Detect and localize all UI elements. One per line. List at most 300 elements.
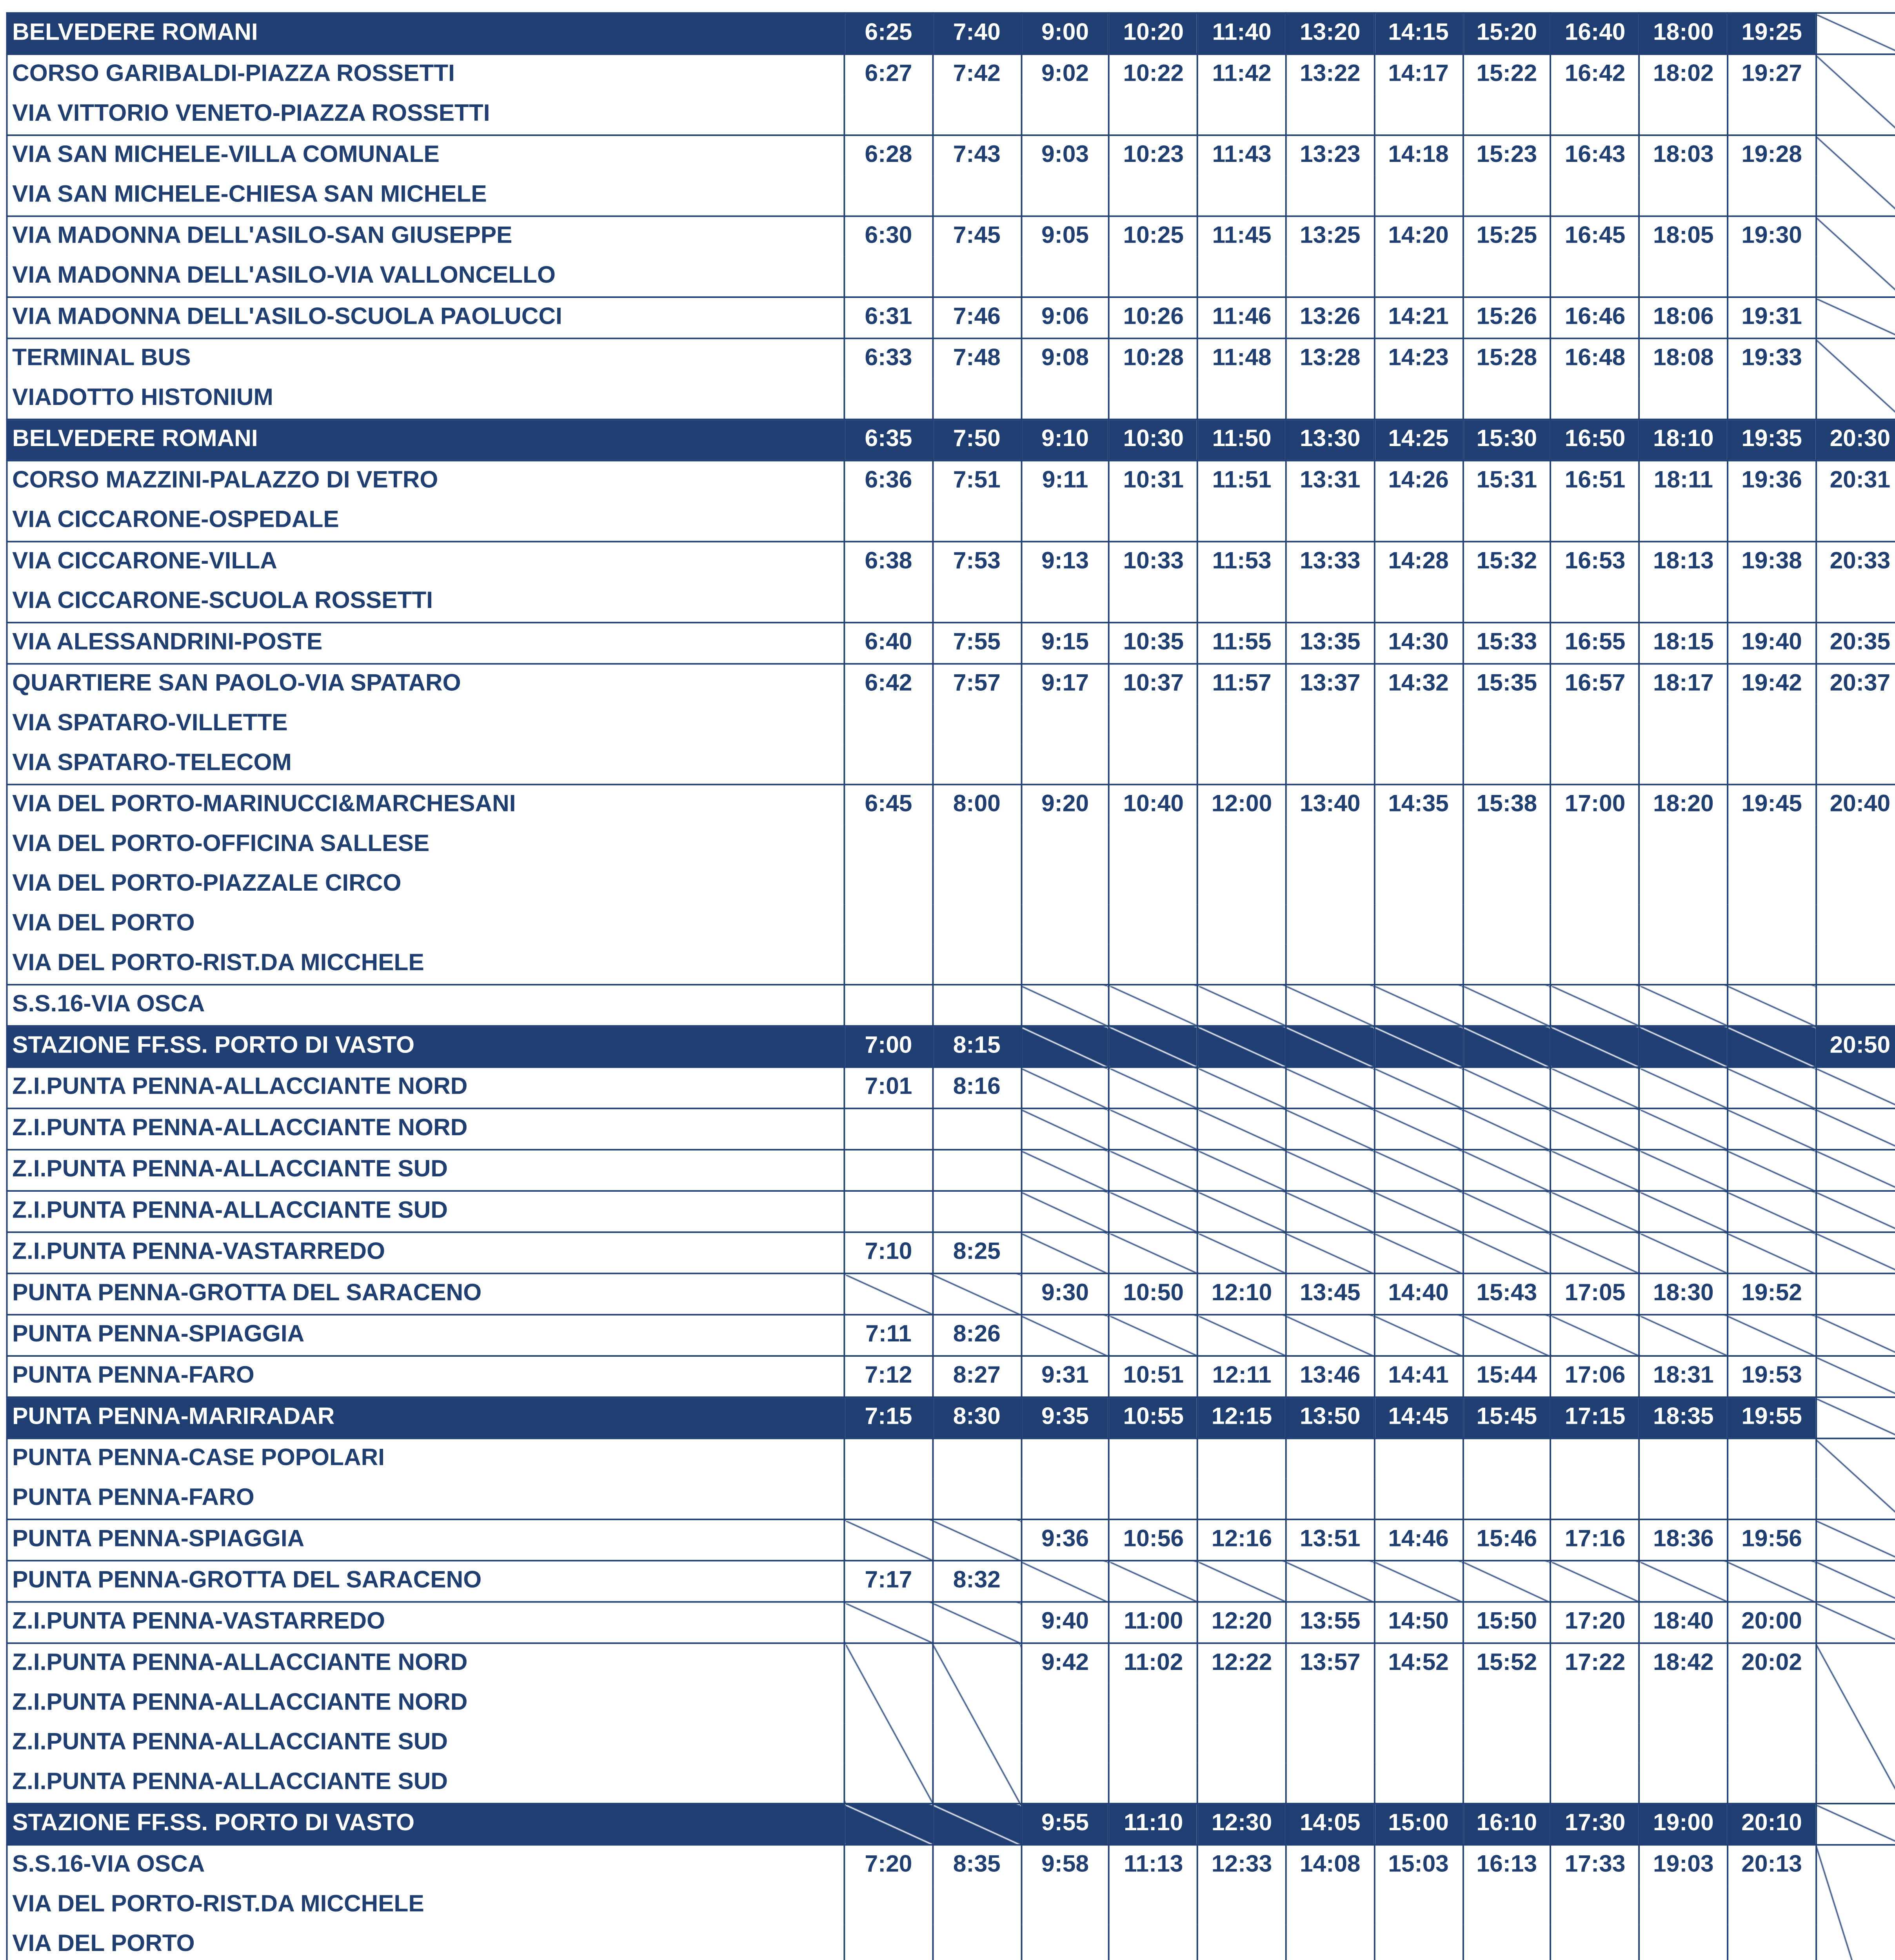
departure-time: 6:27: [844, 54, 932, 135]
departure-time: 14:08: [1286, 1845, 1374, 1960]
departure-time: 12:22: [1197, 1643, 1286, 1804]
departure-time: 17:33: [1551, 1845, 1639, 1960]
departure-time: 9:15: [1021, 622, 1109, 664]
timetable-row: [7, 1602, 1895, 1643]
departure-time: 14:35: [1374, 784, 1463, 985]
timetable-row: [7, 1845, 1895, 1885]
departure-time: 13:25: [1286, 216, 1374, 297]
departure-time: 7:40: [933, 13, 1021, 54]
departure-time: 6:36: [844, 461, 932, 542]
departure-time: 9:06: [1021, 297, 1109, 338]
not-served-slash: [1197, 1561, 1286, 1602]
departure-time: 14:52: [1374, 1643, 1463, 1804]
departure-time: 8:26: [933, 1315, 1021, 1356]
stop-name: VIA CICCARONE-SCUOLA ROSSETTI: [7, 582, 845, 622]
departure-time: 15:38: [1463, 784, 1551, 985]
departure-time: [844, 1150, 932, 1191]
not-served-slash: [1639, 1232, 1728, 1273]
stop-name: STAZIONE FF.SS. PORTO DI VASTO: [7, 1804, 845, 1845]
not-served-slash: [1374, 1067, 1463, 1108]
stop-name: VIA SAN MICHELE-CHIESA SAN MICHELE: [7, 176, 845, 216]
departure-time: 13:33: [1286, 542, 1374, 623]
departure-time: [1816, 1274, 1895, 1315]
timetable-row: [7, 1519, 1895, 1561]
departure-time: 20:37: [1816, 664, 1895, 784]
departure-time: 6:35: [844, 419, 932, 461]
departure-time: 18:11: [1639, 461, 1728, 542]
departure-time: 9:03: [1021, 135, 1109, 216]
departure-time: 11:45: [1197, 216, 1286, 297]
not-served-slash: [1109, 1315, 1197, 1356]
departure-time: 14:45: [1374, 1397, 1463, 1438]
departure-time: 19:52: [1728, 1274, 1816, 1315]
departure-time: 20:40: [1816, 784, 1895, 985]
not-served-slash: [1286, 1232, 1374, 1273]
departure-time: 10:37: [1109, 664, 1197, 784]
departure-time: 18:02: [1639, 54, 1728, 135]
departure-time: 6:30: [844, 216, 932, 297]
departure-time: 14:46: [1374, 1519, 1463, 1561]
timetable-header-row: [7, 419, 1895, 461]
not-served-slash: [1639, 1026, 1728, 1067]
not-served-slash: [1197, 1232, 1286, 1273]
departure-time: 11:55: [1197, 622, 1286, 664]
departure-time: 13:50: [1286, 1397, 1374, 1438]
timetable-row: [7, 664, 1895, 704]
departure-time: 10:50: [1109, 1274, 1197, 1315]
departure-time: 15:23: [1463, 135, 1551, 216]
departure-time: 19:03: [1639, 1845, 1728, 1960]
departure-time: 15:20: [1463, 13, 1551, 54]
departure-time: 8:32: [933, 1561, 1021, 1602]
not-served-slash: [844, 1519, 932, 1561]
departure-time: [844, 1191, 932, 1232]
departure-time: 15:03: [1374, 1845, 1463, 1960]
departure-time: 11:46: [1197, 297, 1286, 338]
departure-time: 9:13: [1021, 542, 1109, 623]
not-served-slash: [1639, 1561, 1728, 1602]
departure-time: 11:48: [1197, 338, 1286, 419]
departure-time: 8:35: [933, 1845, 1021, 1960]
not-served-slash: [1639, 1150, 1728, 1191]
departure-time: 20:10: [1728, 1804, 1816, 1845]
departure-time: 15:30: [1463, 419, 1551, 461]
departure-time: 12:20: [1197, 1602, 1286, 1643]
not-served-slash: [1816, 1804, 1895, 1845]
departure-time: 19:25: [1728, 13, 1816, 54]
departure-time: 17:05: [1551, 1274, 1639, 1315]
not-served-slash: [1374, 1191, 1463, 1232]
stop-name: VIA MADONNA DELL'ASILO-VIA VALLONCELLO: [7, 257, 845, 297]
departure-time: 10:30: [1109, 419, 1197, 461]
timetable-header-row: [7, 1026, 1895, 1067]
not-served-slash: [1109, 985, 1197, 1026]
departure-time: 16:50: [1551, 419, 1639, 461]
stop-name: PUNTA PENNA-CASE POPOLARI: [7, 1438, 845, 1479]
departure-time: 18:20: [1639, 784, 1728, 985]
timetable-row: [7, 1067, 1895, 1108]
not-served-slash: [1374, 1232, 1463, 1273]
departure-time: 10:23: [1109, 135, 1197, 216]
stop-name: CORSO GARIBALDI-PIAZZA ROSSETTI: [7, 54, 845, 94]
departure-time: 15:26: [1463, 297, 1551, 338]
departure-time: [844, 1438, 932, 1519]
not-served-slash: [1816, 1356, 1895, 1397]
departure-time: 11:40: [1197, 13, 1286, 54]
not-served-slash: [1728, 1315, 1816, 1356]
departure-time: [1286, 1438, 1374, 1519]
not-served-slash: [1286, 1191, 1374, 1232]
departure-time: 12:15: [1197, 1397, 1286, 1438]
timetable-row: [7, 1191, 1895, 1232]
departure-time: 9:02: [1021, 54, 1109, 135]
departure-time: 11:00: [1109, 1602, 1197, 1643]
not-served-slash: [1551, 1067, 1639, 1108]
not-served-slash: [1374, 1315, 1463, 1356]
not-served-slash: [844, 1274, 932, 1315]
departure-time: 7:50: [933, 419, 1021, 461]
departure-time: 8:15: [933, 1026, 1021, 1067]
departure-time: 14:25: [1374, 419, 1463, 461]
departure-time: 20:50: [1816, 1026, 1895, 1067]
not-served-slash: [1728, 1109, 1816, 1150]
not-served-slash: [1286, 1109, 1374, 1150]
departure-time: [1551, 1438, 1639, 1519]
timetable-row: [7, 1232, 1895, 1273]
not-served-slash: [1197, 1109, 1286, 1150]
timetable-row: [7, 1274, 1895, 1315]
departure-time: 7:51: [933, 461, 1021, 542]
departure-time: 18:08: [1639, 338, 1728, 419]
departure-time: 13:30: [1286, 419, 1374, 461]
departure-time: 7:42: [933, 54, 1021, 135]
departure-time: 18:35: [1639, 1397, 1728, 1438]
not-served-slash: [1816, 1232, 1895, 1273]
not-served-slash: [1551, 1191, 1639, 1232]
not-served-slash: [1197, 1191, 1286, 1232]
not-served-slash: [1816, 1109, 1895, 1150]
departure-time: 19:56: [1728, 1519, 1816, 1561]
departure-time: 20:13: [1728, 1845, 1816, 1960]
departure-time: 6:25: [844, 13, 932, 54]
stop-name: VIADOTTO HISTONIUM: [7, 379, 845, 419]
not-served-slash: [1816, 1067, 1895, 1108]
not-served-slash: [1286, 1315, 1374, 1356]
departure-time: 19:35: [1728, 419, 1816, 461]
stop-name: Z.I.PUNTA PENNA-ALLACCIANTE NORD: [7, 1109, 845, 1150]
departure-time: 16:42: [1551, 54, 1639, 135]
departure-time: [1374, 1438, 1463, 1519]
departure-time: 17:16: [1551, 1519, 1639, 1561]
not-served-slash: [1816, 1438, 1895, 1519]
departure-time: 20:02: [1728, 1643, 1816, 1804]
not-served-slash: [1551, 1315, 1639, 1356]
departure-time: 9:08: [1021, 338, 1109, 419]
stop-name: VIA SPATARO-TELECOM: [7, 744, 845, 784]
not-served-slash: [1374, 985, 1463, 1026]
stop-name: VIA MADONNA DELL'ASILO-SAN GIUSEPPE: [7, 216, 845, 256]
departure-time: 11:57: [1197, 664, 1286, 784]
departure-time: 13:51: [1286, 1519, 1374, 1561]
not-served-slash: [1816, 216, 1895, 297]
departure-time: 16:45: [1551, 216, 1639, 297]
departure-time: 14:26: [1374, 461, 1463, 542]
departure-time: 15:44: [1463, 1356, 1551, 1397]
departure-time: 13:26: [1286, 297, 1374, 338]
timetable-row: [7, 1150, 1895, 1191]
departure-time: [1109, 1438, 1197, 1519]
departure-time: 16:40: [1551, 13, 1639, 54]
not-served-slash: [1816, 1643, 1895, 1804]
departure-time: 18:36: [1639, 1519, 1728, 1561]
departure-time: 14:20: [1374, 216, 1463, 297]
stop-name: VIA DEL PORTO-RIST.DA MICCHELE: [7, 1886, 845, 1925]
departure-time: 19:27: [1728, 54, 1816, 135]
timetable-row: [7, 622, 1895, 664]
departure-time: [844, 1109, 932, 1150]
not-served-slash: [1374, 1109, 1463, 1150]
departure-time: 6:42: [844, 664, 932, 784]
not-served-slash: [1197, 985, 1286, 1026]
not-served-slash: [1463, 1315, 1551, 1356]
stop-name: PUNTA PENNA-GROTTA DEL SARACENO: [7, 1561, 845, 1602]
departure-time: 14:32: [1374, 664, 1463, 784]
stop-name: PUNTA PENNA-FARO: [7, 1356, 845, 1397]
stop-name: VIA MADONNA DELL'ASILO-SCUOLA PAOLUCCI: [7, 297, 845, 338]
departure-time: 8:16: [933, 1067, 1021, 1108]
departure-time: 10:26: [1109, 297, 1197, 338]
timetable-row: [7, 1315, 1895, 1356]
not-served-slash: [1463, 1191, 1551, 1232]
stop-name: PUNTA PENNA-GROTTA DEL SARACENO: [7, 1274, 845, 1315]
not-served-slash: [1551, 1109, 1639, 1150]
departure-time: 10:35: [1109, 622, 1197, 664]
not-served-slash: [1816, 54, 1895, 135]
not-served-slash: [1021, 1109, 1109, 1150]
not-served-slash: [1551, 1026, 1639, 1067]
not-served-slash: [1728, 1026, 1816, 1067]
departure-time: 17:06: [1551, 1356, 1639, 1397]
departure-time: 11:02: [1109, 1643, 1197, 1804]
timetable-row: [7, 784, 1895, 825]
stop-name: Z.I.PUNTA PENNA-ALLACCIANTE SUD: [7, 1763, 845, 1804]
timetable-row: [7, 54, 1895, 94]
stop-name: VIA CICCARONE-VILLA: [7, 542, 845, 582]
stop-name: VIA DEL PORTO: [7, 1925, 845, 1960]
departure-time: 19:55: [1728, 1397, 1816, 1438]
departure-time: 10:40: [1109, 784, 1197, 985]
departure-time: 18:17: [1639, 664, 1728, 784]
departure-time: 10:28: [1109, 338, 1197, 419]
departure-time: 6:45: [844, 784, 932, 985]
not-served-slash: [933, 1602, 1021, 1643]
departure-time: 17:15: [1551, 1397, 1639, 1438]
not-served-slash: [1551, 985, 1639, 1026]
departure-time: [933, 1191, 1021, 1232]
departure-time: 13:46: [1286, 1356, 1374, 1397]
not-served-slash: [1463, 985, 1551, 1026]
departure-time: 6:33: [844, 338, 932, 419]
departure-time: 15:00: [1374, 1804, 1463, 1845]
not-served-slash: [1816, 1150, 1895, 1191]
not-served-slash: [1816, 135, 1895, 216]
not-served-slash: [1109, 1191, 1197, 1232]
stop-name: Z.I.PUNTA PENNA-VASTARREDO: [7, 1602, 845, 1643]
stop-name: VIA DEL PORTO-MARINUCCI&MARCHESANI: [7, 784, 845, 825]
not-served-slash: [1551, 1150, 1639, 1191]
departure-time: 12:00: [1197, 784, 1286, 985]
departure-time: 10:25: [1109, 216, 1197, 297]
departure-time: 11:43: [1197, 135, 1286, 216]
not-served-slash: [933, 1519, 1021, 1561]
departure-time: 17:30: [1551, 1804, 1639, 1845]
departure-time: 11:10: [1109, 1804, 1197, 1845]
stop-name: Z.I.PUNTA PENNA-ALLACCIANTE NORD: [7, 1067, 845, 1108]
departure-time: 20:35: [1816, 622, 1895, 664]
not-served-slash: [1197, 1026, 1286, 1067]
departure-time: 6:40: [844, 622, 932, 664]
departure-time: 9:17: [1021, 664, 1109, 784]
departure-time: 10:22: [1109, 54, 1197, 135]
stop-name: Z.I.PUNTA PENNA-ALLACCIANTE SUD: [7, 1191, 845, 1232]
not-served-slash: [1728, 1191, 1816, 1232]
departure-time: 10:56: [1109, 1519, 1197, 1561]
stop-name: VIA SPATARO-VILLETTE: [7, 704, 845, 744]
not-served-slash: [1816, 1315, 1895, 1356]
departure-time: 19:40: [1728, 622, 1816, 664]
not-served-slash: [1197, 1150, 1286, 1191]
departure-time: [1639, 1438, 1728, 1519]
not-served-slash: [1021, 1315, 1109, 1356]
departure-time: 9:55: [1021, 1804, 1109, 1845]
departure-time: 9:10: [1021, 419, 1109, 461]
departure-time: 6:28: [844, 135, 932, 216]
departure-time: 7:12: [844, 1356, 932, 1397]
stop-name: Z.I.PUNTA PENNA-ALLACCIANTE NORD: [7, 1684, 845, 1723]
departure-time: 17:00: [1551, 784, 1639, 985]
departure-time: 14:18: [1374, 135, 1463, 216]
not-served-slash: [1816, 338, 1895, 419]
departure-time: 9:31: [1021, 1356, 1109, 1397]
not-served-slash: [1109, 1561, 1197, 1602]
departure-time: 16:13: [1463, 1845, 1551, 1960]
departure-time: 15:50: [1463, 1602, 1551, 1643]
stop-name: Z.I.PUNTA PENNA-ALLACCIANTE SUD: [7, 1150, 845, 1191]
not-served-slash: [933, 1804, 1021, 1845]
stop-name: PUNTA PENNA-SPIAGGIA: [7, 1519, 845, 1561]
not-served-slash: [1816, 1519, 1895, 1561]
timetable-row: [7, 461, 1895, 501]
departure-time: [1197, 1438, 1286, 1519]
departure-time: 18:40: [1639, 1602, 1728, 1643]
stop-name: Z.I.PUNTA PENNA-ALLACCIANTE SUD: [7, 1723, 845, 1763]
stop-name: VIA CICCARONE-OSPEDALE: [7, 501, 845, 541]
not-served-slash: [1463, 1026, 1551, 1067]
departure-time: 19:33: [1728, 338, 1816, 419]
departure-time: 18:30: [1639, 1274, 1728, 1315]
not-served-slash: [1639, 1109, 1728, 1150]
departure-time: 16:55: [1551, 622, 1639, 664]
not-served-slash: [1728, 1150, 1816, 1191]
departure-time: 8:27: [933, 1356, 1021, 1397]
departure-time: 17:20: [1551, 1602, 1639, 1643]
not-served-slash: [1197, 1315, 1286, 1356]
departure-time: 7:11: [844, 1315, 932, 1356]
departure-time: 20:33: [1816, 542, 1895, 623]
not-served-slash: [1109, 1026, 1197, 1067]
not-served-slash: [1021, 1150, 1109, 1191]
departure-time: 15:32: [1463, 542, 1551, 623]
not-served-slash: [1109, 1232, 1197, 1273]
departure-time: 19:45: [1728, 784, 1816, 985]
departure-time: 15:52: [1463, 1643, 1551, 1804]
departure-time: 7:46: [933, 297, 1021, 338]
not-served-slash: [1374, 1026, 1463, 1067]
not-served-slash: [1639, 1191, 1728, 1232]
not-served-slash: [1021, 1191, 1109, 1232]
not-served-slash: [844, 1643, 932, 1804]
departure-time: 8:30: [933, 1397, 1021, 1438]
departure-time: 18:05: [1639, 216, 1728, 297]
timetable-row: [7, 1109, 1895, 1150]
stop-name: VIA ALESSANDRINI-POSTE: [7, 622, 845, 664]
departure-time: 16:10: [1463, 1804, 1551, 1845]
not-served-slash: [1109, 1109, 1197, 1150]
departure-time: 14:15: [1374, 13, 1463, 54]
timetable-row: [7, 1356, 1895, 1397]
departure-time: 19:31: [1728, 297, 1816, 338]
departure-time: [933, 985, 1021, 1026]
departure-time: 9:58: [1021, 1845, 1109, 1960]
stop-name: PUNTA PENNA-SPIAGGIA: [7, 1315, 845, 1356]
departure-time: 17:22: [1551, 1643, 1639, 1804]
departure-time: 13:22: [1286, 54, 1374, 135]
departure-time: 7:45: [933, 216, 1021, 297]
departure-time: [933, 1438, 1021, 1519]
departure-time: 13:57: [1286, 1643, 1374, 1804]
departure-time: [844, 985, 932, 1026]
stop-name: VIA VITTORIO VENETO-PIAZZA ROSSETTI: [7, 95, 845, 135]
departure-time: 16:57: [1551, 664, 1639, 784]
not-served-slash: [1021, 985, 1109, 1026]
not-served-slash: [1286, 985, 1374, 1026]
departure-time: 9:36: [1021, 1519, 1109, 1561]
departure-time: 15:28: [1463, 338, 1551, 419]
departure-time: 16:46: [1551, 297, 1639, 338]
departure-time: 7:17: [844, 1561, 932, 1602]
not-served-slash: [844, 1804, 932, 1845]
departure-time: 15:33: [1463, 622, 1551, 664]
departure-time: 14:05: [1286, 1804, 1374, 1845]
stop-name: S.S.16-VIA OSCA: [7, 1845, 845, 1885]
departure-time: 13:45: [1286, 1274, 1374, 1315]
departure-time: 10:55: [1109, 1397, 1197, 1438]
departure-time: 12:16: [1197, 1519, 1286, 1561]
not-served-slash: [1639, 1315, 1728, 1356]
departure-time: 14:17: [1374, 54, 1463, 135]
not-served-slash: [844, 1602, 932, 1643]
timetable-row: [7, 135, 1895, 176]
stop-name: PUNTA PENNA-MARIRADAR: [7, 1397, 845, 1438]
departure-time: 6:38: [844, 542, 932, 623]
departure-time: 7:10: [844, 1232, 932, 1273]
departure-time: 15:31: [1463, 461, 1551, 542]
departure-time: 8:25: [933, 1232, 1021, 1273]
stop-name: CORSO MAZZINI-PALAZZO DI VETRO: [7, 461, 845, 501]
departure-time: 12:10: [1197, 1274, 1286, 1315]
stop-name: VIA DEL PORTO: [7, 904, 845, 944]
not-served-slash: [933, 1274, 1021, 1315]
